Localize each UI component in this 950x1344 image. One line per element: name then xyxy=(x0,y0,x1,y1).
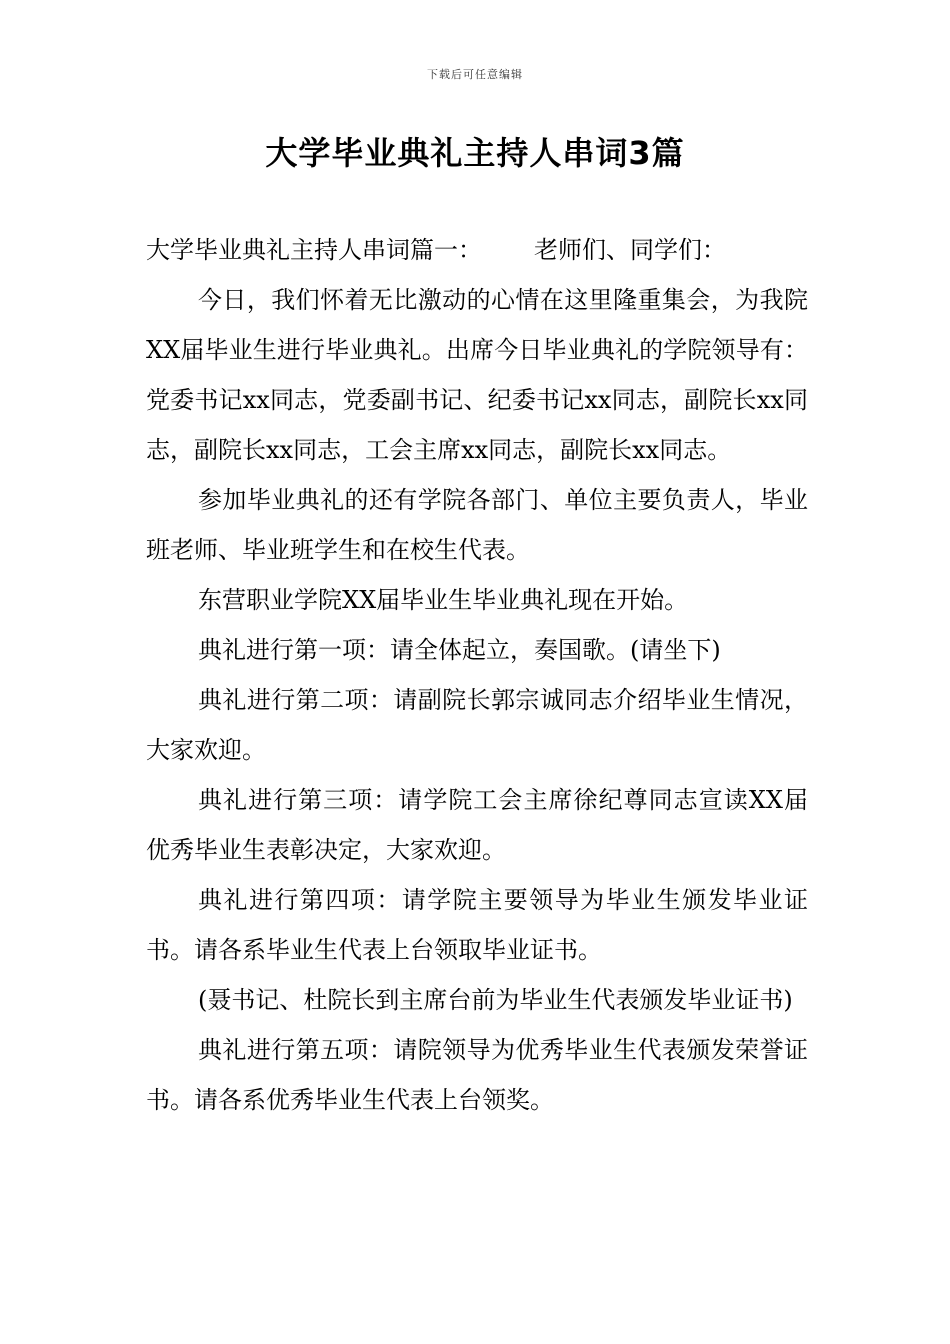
paragraph-start: 东营职业学院XX届毕业生毕业典礼现在开始。 xyxy=(198,586,689,614)
document-title: 大学毕业典礼主持人串词3篇 xyxy=(265,134,685,172)
paragraph-item-2: 典礼进行第二项：请副院长郭宗诚同志介绍毕业生情况，大家欢迎。 xyxy=(146,686,808,764)
section-heading-line xyxy=(146,225,808,275)
paragraph-item-5: 典礼进行第五项：请院领导为优秀毕业生代表颁发荣誉证书。请各系优秀毕业生代表上台领奖。 xyxy=(146,1036,808,1114)
document-body xyxy=(146,225,808,1125)
paragraph-opening: 今日，我们怀着无比激动的心情在这里隆重集会，为我院XX届毕业生进行毕业典礼。出席今日毕业典礼的学院领导有：党委书记xx同志，党委副书记、纪委书记xx同志，副院长xx同志，副院长xx同志，工会主席xx同志，副院长xx同志。 xyxy=(146,286,808,464)
header-note: 下载后可任意编辑 xyxy=(427,68,523,81)
greeting: 老师们、同学们： xyxy=(534,236,726,264)
paragraph-item-4: 典礼进行第四项：请学院主要领导为毕业生颁发毕业证书。请各系毕业生代表上台领取毕业证书。 xyxy=(146,886,808,964)
paragraph-note: (聂书记、杜院长到主席台前为毕业生代表颁发毕业证书) xyxy=(198,986,793,1014)
paragraph-item-3: 典礼进行第三项：请学院工会主席徐纪尊同志宣读XX届优秀毕业生表彰决定，大家欢迎。 xyxy=(146,786,808,864)
paragraph-item-1: 典礼进行第一项：请全体起立，奏国歌。(请坐下) xyxy=(198,636,721,664)
paragraph-attendees: 参加毕业典礼的还有学院各部门、单位主要负责人，毕业班老师、毕业班学生和在校生代表。 xyxy=(146,486,808,564)
section-label: 大学毕业典礼主持人串词篇一： xyxy=(146,236,482,264)
